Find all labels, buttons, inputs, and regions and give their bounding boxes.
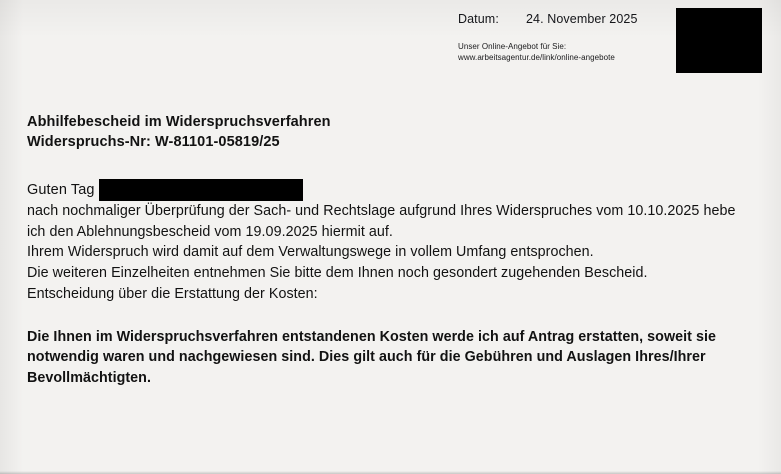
greeting-line [27, 179, 739, 201]
paragraph-costs-reimbursement: Die Ihnen im Widerspruchsverfahren entstandenen Kosten werde ich auf Antrag erstatten, soweit sie notwendig waren und nachgewiesen sind. Dies gilt auch für die Gebühren und Auslagen Ihres/Ihrer Bevollmächtigten. [27, 328, 717, 387]
online-offer-url: www.arbeitsagentur.de/link/online-angebote [458, 52, 615, 62]
online-offer-block [458, 42, 668, 64]
subject-heading [27, 112, 739, 152]
date-row [458, 12, 668, 26]
paragraph-appeal-granted: Ihrem Widerspruch wird damit auf dem Verwaltungswege in vollem Umfang entsprochen. [27, 244, 594, 261]
letter-header [458, 12, 668, 64]
date-value: 24. November 2025 [526, 12, 638, 26]
paragraph-details-notice: Die weiteren Einzelheiten entnehmen Sie bitte dem Ihnen noch gesondert zugehenden Bescheid. [27, 265, 648, 282]
online-offer-label: Unser Online-Angebot für Sie: [458, 42, 567, 51]
redaction-block-recipient-name [99, 179, 303, 201]
date-label: Datum: [458, 12, 499, 26]
paragraph-appeal-review: nach nochmaliger Überprüfung der Sach- und Rechtslage aufgrund Ihres Widerspruches vom 10.10.2025 hebe ich den Ablehnungsbescheid vom 19.09.2025 hiermit auf. [27, 203, 736, 240]
paragraph-costs-heading: Entscheidung über die Erstattung der Kosten: [27, 285, 318, 302]
letter-body [27, 112, 739, 403]
greeting-text: Guten Tag [27, 182, 95, 198]
subject-line-1: Abhilfebescheid im Widerspruchsverfahren [27, 114, 331, 130]
subject-line-2: Widerspruchs-Nr: W-81101-05819/25 [27, 134, 280, 150]
redaction-block-top-right [676, 8, 762, 73]
